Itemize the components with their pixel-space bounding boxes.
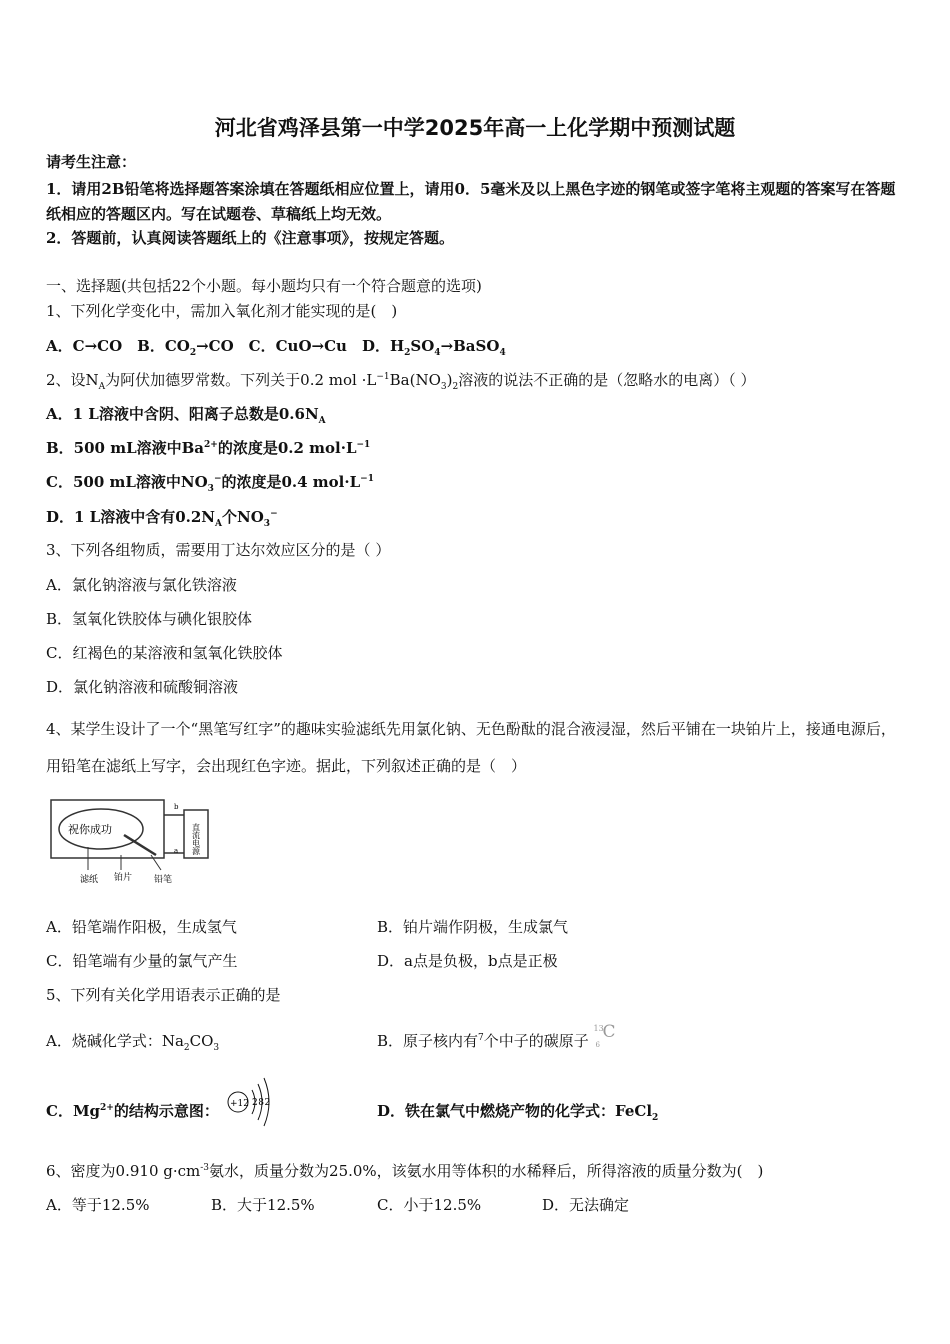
pencil [124,835,156,855]
q5-stem: 5、下列有关化学用语表示正确的是 [46,986,281,1004]
q6-option-d: D．无法确定 [542,1196,630,1214]
subscript-text: 2 [404,348,411,358]
q5-option-b-text [377,1032,594,1050]
notice-heading: 请考生注意： [46,153,137,171]
text-segment: 为阿伏加德罗常数。下列关于0.2 mol ·L [105,371,377,389]
q3-option-d: D．氯化钠溶液和硫酸铜溶液 [46,678,239,696]
q6-option-c: C．小于12.5% [377,1196,482,1214]
text-segment: 氨水，质量分数为25.0%，该氨水用等体积的水稀释后，所得溶液的质量分数为( ) [209,1162,764,1180]
q1-options [46,336,506,356]
q2-option-a [46,404,326,424]
q4-option-b: B．铂片端作阴极，生成氯气 [377,918,569,936]
point-a-label: b [174,803,179,811]
pencil-label: 铅笔 [154,875,173,885]
text-segment: 的浓度是0.4 mol·L [221,473,361,491]
q4-stem: 4、某学生设计了一个“黑笔写红字”的趣味实验滤纸先用氯化钠、无色酚酞的混合液浸湿，然后平铺在一块铂片上，接通电源后，用铅笔在滤纸上写字，会出现红色字迹。据此，下列叙述正确的是（ ） [46,720,896,775]
text-segment: 溶液的说法不正确的是（忽略水的电离）（ ） [458,371,756,389]
text-segment: C．Mg [46,1102,101,1120]
text-segment: C．500 mL溶液中NO [46,473,208,491]
text-segment: 个NO [222,508,264,526]
q4-option-d: D．a点是负极，b点是正极 [377,952,558,970]
text-segment: A．C→CO B．CO [46,337,190,355]
subscript-text: 2 [652,1113,659,1123]
q1-stem [46,301,397,321]
supscript-text: − [213,474,222,484]
supscript-text: −1 [356,440,371,450]
supscript-text: −1 [376,372,390,382]
q3-option-c: C．红褐色的某溶液和氢氧化铁胶体 [46,644,283,662]
q5-option-d [377,1101,658,1121]
q3-option-b: B．氢氧化铁胶体与碘化银胶体 [46,610,253,628]
text-segment: D．铁在氯气中燃烧产物的化学式：FeCl [377,1102,653,1120]
q2-option-b [46,438,370,458]
q4-option-c: C．铅笔端有少量的氯气产生 [46,952,238,970]
subscript-text: 2 [183,1043,190,1053]
filter-paper-label: 滤纸 [80,875,99,885]
element-symbol: C [602,1022,616,1042]
supscript-text: 2+ [204,440,218,450]
subscript-text: 4 [434,348,441,358]
text-segment: Ba(NO [389,371,441,389]
q6-option-b: B．大于12.5% [211,1196,315,1214]
text-segment: B．500 mL溶液中Ba [46,439,205,457]
text-segment: SO [410,337,435,355]
mass-number: 13 [593,1024,604,1033]
figure-text: 祝你成功 [68,823,112,836]
q4-option-a: A．铅笔端作阳极，生成氢气 [46,918,237,936]
electrolysis-figure [46,795,216,887]
text-segment: D．1 L溶液中含有0.2N [46,508,216,526]
power-label: 直流电源 [191,823,201,855]
subscript-text: A [98,382,106,392]
electron-shells: 282 [252,1098,271,1108]
notice-item-2: 2．答题前，认真阅读答题纸上的《注意事项》，按规定答题。 [46,229,454,247]
text-segment: B．原子核内有 [377,1032,479,1050]
subscript-text: 2 [452,382,459,392]
subscript-text: 3 [263,519,271,529]
q6-option-a: A．等于12.5% [46,1196,150,1214]
subscript-text: A [318,416,326,426]
subscript-text: 4 [499,348,506,358]
atomic-number: 6 [595,1041,601,1049]
subscript-text: 3 [213,1043,220,1053]
text-segment: →BaSO [440,337,500,355]
subscript-text: 2 [189,348,197,358]
subscript-text: 3 [440,382,447,392]
supscript-text: 7 [478,1033,484,1043]
nucleus-charge: +12 [230,1099,249,1109]
q6-stem [46,1161,763,1181]
subscript-text: A [215,519,223,529]
text-segment: A．1 L溶液中含阴、阳离子总数是0.6N [46,405,319,423]
q2-stem [46,370,756,390]
q5-option-b [377,1022,620,1051]
page-title: 河北省鸡泽县第一中学2025年高一上化学期中预测试题 [214,116,736,140]
text-segment: CO [189,1032,214,1050]
text-segment: 2、设N [46,371,99,389]
section-heading: 一、选择题(共包括22个小题。每小题均只有一个符合题意的选项) [46,277,482,295]
text-segment: 的结构示意图： [113,1102,219,1120]
carbon-13-nuclide [593,1022,620,1051]
text-segment: →CO C．CuO→Cu D．H [196,337,405,355]
q2-option-d [46,507,278,527]
point-b-label: a [174,847,179,855]
q5-option-c [46,1101,219,1121]
text-segment: 的浓度是0.2 mol·L [217,439,357,457]
supscript-text: −1 [360,474,374,484]
text-segment: ) [446,371,453,389]
q5-option-a [46,1031,219,1051]
notice-item-1: 1．请用2B铅笔将选择题答案涂填在答题纸相应位置上，请用0．5毫米及以上黑色字迹的钢笔或签字笔将主观题的答案写在答题纸相应的答题区内。写在试题卷、草稿纸上均无效。 [46,180,896,223]
q2-option-c [46,472,374,492]
q3-option-a: A．氯化钠溶液与氯化铁溶液 [46,576,237,594]
supscript-text: 2+ [100,1103,114,1113]
q3-stem: 3、下列各组物质，需要用丁达尔效应区分的是（ ） [46,541,391,559]
text-segment: 1、下列化学变化中，需加入氧化剂才能实现的是( ) [46,302,398,320]
text-segment: 个中子的碳原子 [483,1032,594,1050]
text-segment: A．烧碱化学式：Na [46,1032,184,1050]
supscript-text: − [270,509,278,519]
q5-option-c-text [46,1102,219,1120]
supscript-text: -3 [200,1163,210,1173]
subscript-text: 3 [207,484,214,494]
mg-ion-structure-diagram [225,1075,277,1127]
platinum-label: 铂片 [114,873,133,883]
text-segment: 6、密度为0.910 g·cm [46,1162,201,1180]
